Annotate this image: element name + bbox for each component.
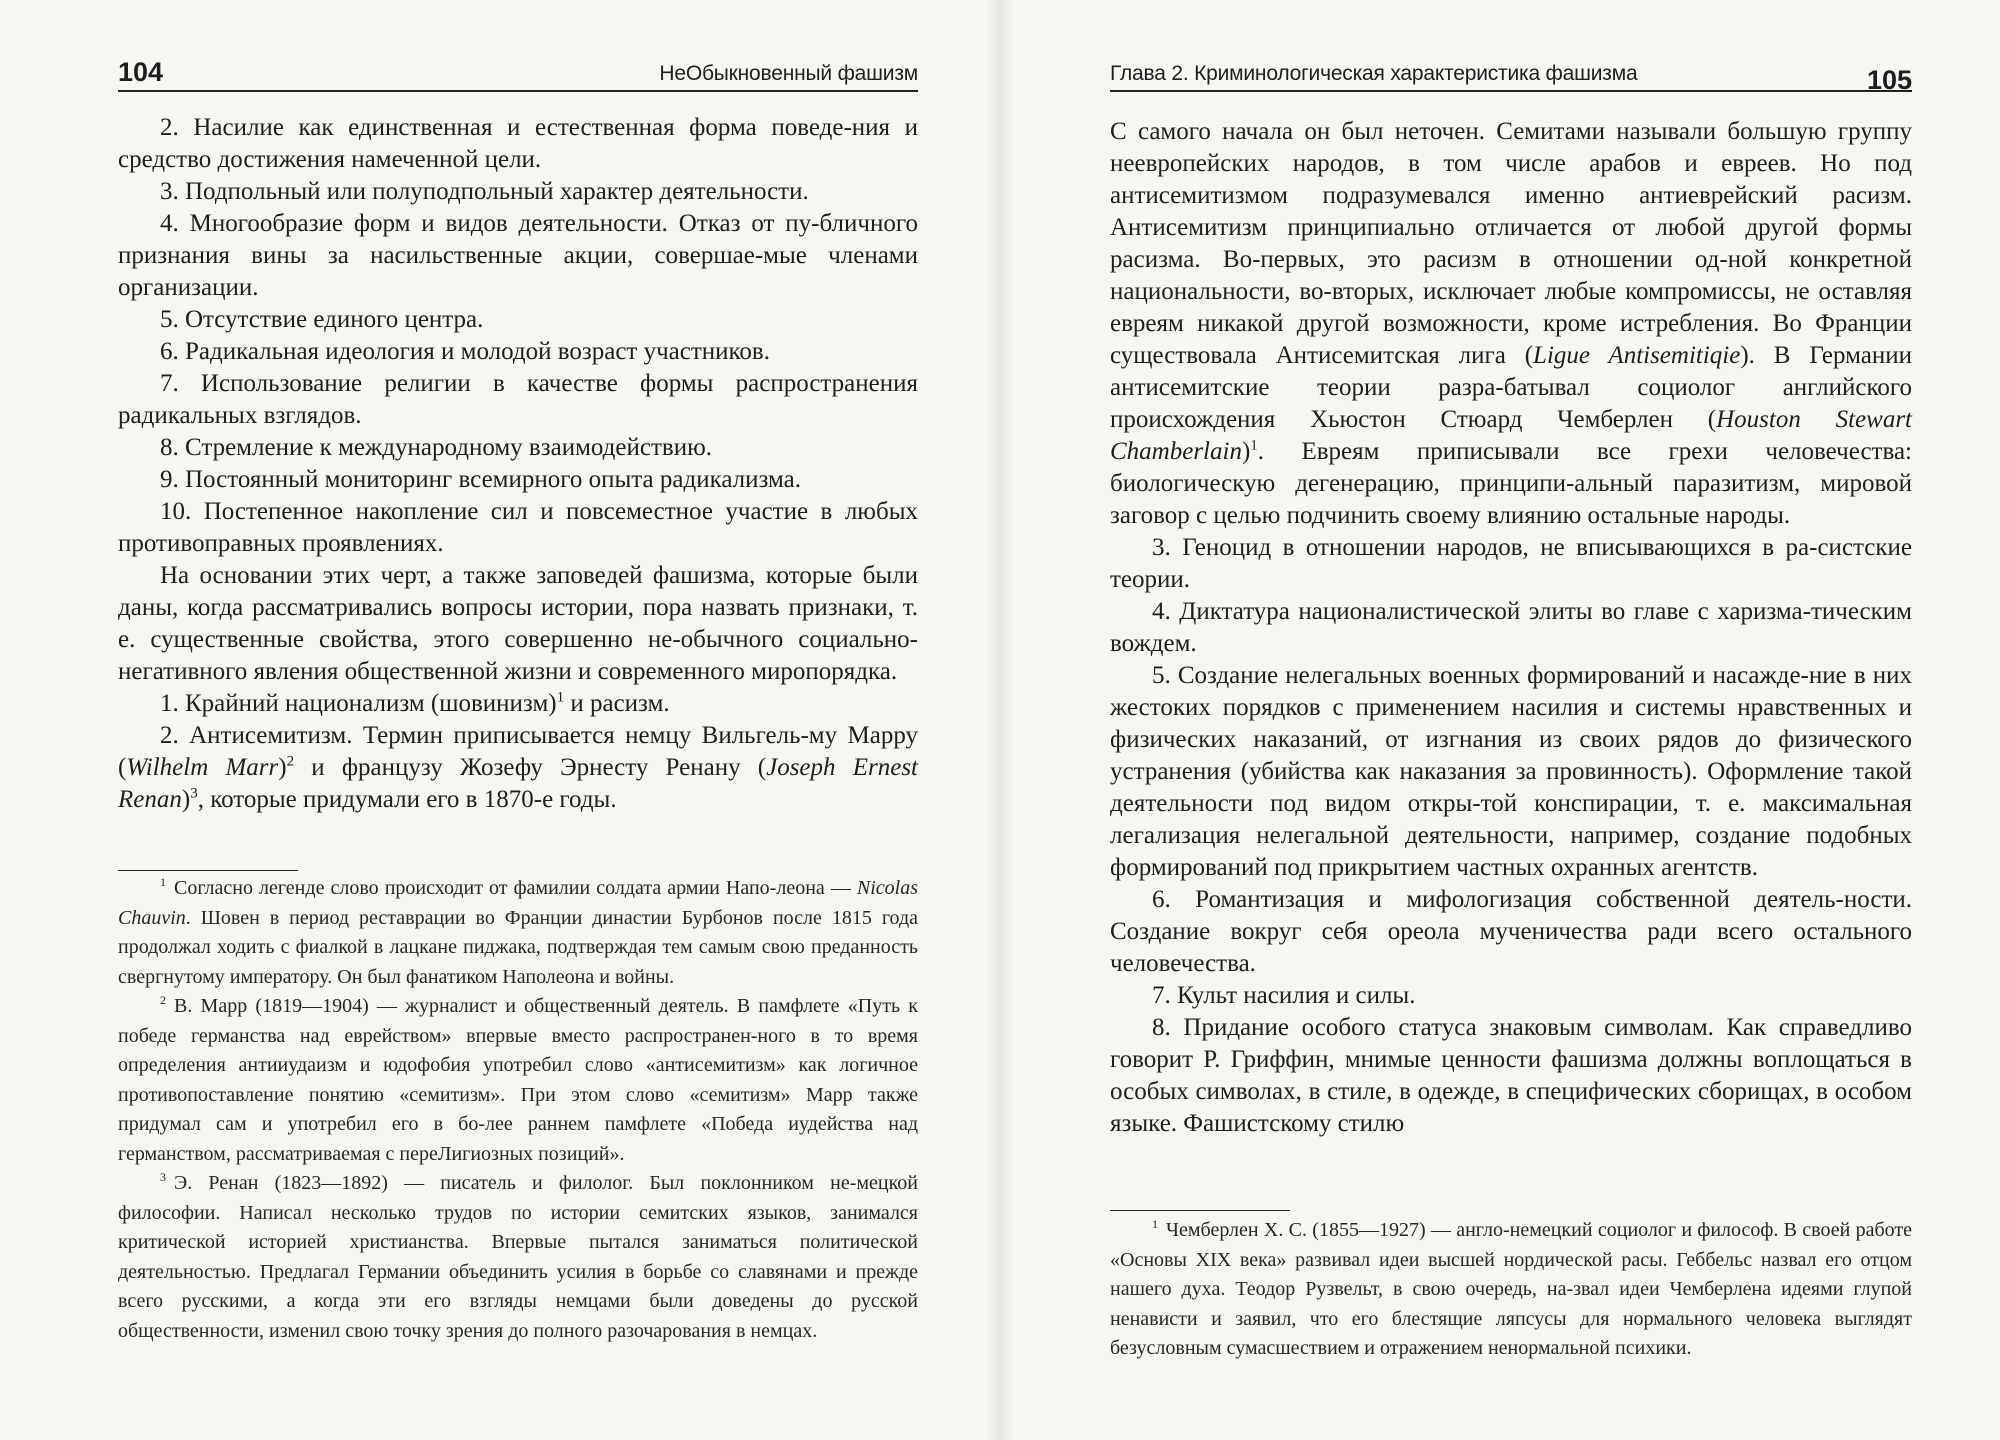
- header-rule: [118, 90, 918, 92]
- header-rule: [1110, 90, 1912, 92]
- footnote-3: $^3$ Э. Ренан (1823—1892) — писатель и филолог. Был поклонником не-мецкой философии. Написал несколько трудов по истории семитских языков, занимался критической историей христианства. Впервые пытался заниматься политической деятельностью. Предлагал Германии объединить усилия в борьбе со славянами и прежде всего русскими, а когда эти его взгляды немцами были доведены до русской общественности, изменил свою точку зрения до полного разочарования в немцах.: [118, 1170, 918, 1342]
- paragraph: 6. Радикальная идеология и молодой возраст участников.: [160, 338, 770, 365]
- right-footnotes: [1110, 1216, 1912, 1364]
- paragraph: На основании этих черт, а также заповедей фашизма, которые были даны, когда рассматривались вопросы истории, пора назвать признаки, т. е. существенные свойства, этого совершенно не-обычного социально-негативного явления общественной жизни и современного миропорядка.: [118, 562, 918, 685]
- paragraph: 8. Придание особого статуса знаковым символам. Как справедливо говорит Р. Гриффин, мнимые ценности фашизма должны воплощаться в особых символах, в стиле, в одежде, в специфических сборищах, в особом языке. Фашистскому стилю: [1110, 1014, 1912, 1137]
- paragraph: 6. Романтизация и мифологизация собственной деятель-ности. Создание вокруг себя ореола мученичества ради всего остального человечества.: [1110, 886, 1912, 977]
- footnote-rule: [118, 870, 298, 871]
- page-number: 105: [1866, 65, 1912, 95]
- paragraph: 3. Геноцид в отношении народов, не вписывающихся в ра-систские теории.: [1110, 534, 1912, 593]
- running-title: Глава 2. Криминологическая характеристика фашизма: [1110, 62, 1638, 85]
- paragraph: 7. Использование религии в качестве формы распространения радикальных взглядов.: [118, 370, 918, 429]
- footnote-rule: [1110, 1210, 1290, 1211]
- paragraph: 4. Многообразие форм и видов деятельности. Отказ от пу-бличного признания вины за насильственные акции, совершае-мые членами организации.: [118, 210, 918, 301]
- paragraph: 5. Создание нелегальных военных формирований и насажде-ние в них жестоких порядков с применением насилия и системы нравственных и физических наказаний, от изгнания из своих рядов до физического устранения (убийства как наказания за провинность). Оформление такой деятельности под видом откры-той конспирации, т. е. максимальная легализация нелегальной деятельности, например, создание подобных формирований под прикрытием частных охранных агентств.: [1110, 662, 1912, 881]
- paragraph: 9. Постоянный мониторинг всемирного опыта радикализма.: [160, 466, 802, 493]
- paragraph: 8. Стремление к международному взаимодействию.: [160, 434, 713, 461]
- paragraph-continued: С самого начала он был неточен. Семитами называли большую группу неевропейских народов, в том числе арабов и евреев. Но под антисемитизмом подразумевался именно антиеврейский расизм. Антисемитизм принципиально отличается от любой другой формы расизма. Во-первых, это расизм в отношении од-ной конкретной национальности, во-вторых, исключает любые компромиссы, не оставляя евреям никакой другой возможности, кроме истребления. Во Франции существовала Антисемитская лига (Ligue Antisemitiqie). В Германии антисемитские теории разра-батывал социолог английского происхождения Хьюстон Стюард Чемберлен (Houston Stewart Chamberlain)$^1$. Евреям приписывали все грехи человечества: биологическую дегенерацию, принципи-альный паразитизм, мировой заговор с целью подчинить своему влиянию остальные народы.: [1110, 118, 1912, 529]
- page-number: 104: [118, 57, 164, 87]
- footnote-ref[interactable]: 1: [556, 689, 565, 706]
- footnote-ref[interactable]: 1: [1250, 437, 1258, 454]
- left-footnotes: [118, 874, 918, 1346]
- right-body-text: [1110, 116, 1912, 1140]
- footnote-ref[interactable]: 3: [190, 785, 198, 802]
- paragraph: 2. Насилие как единственная и естественная форма поведе-ния и средство достижения намеченной цели.: [118, 114, 918, 173]
- footnote-1: $^1$ Чемберлен Х. С. (1855—1927) — англо-немецкий социолог и философ. В своей работе «Основы XIX века» развивал идеи высшей нордической расы. Геббельс назвал его отцом нашего духа. Теодор Рузвельт, в свою очередь, на-звал идеи Чемберлена идеями глупой ненависти и заявил, что его блестящие ляпсусы для нормального человека выглядят безусловным сумасшествием и отражением ненормальной психики.: [1110, 1217, 1912, 1359]
- paragraph: 4. Диктатура националистической элиты во главе с харизма-тическим вождем.: [1110, 598, 1912, 657]
- paragraph: 7. Культ насилия и силы.: [1152, 982, 1416, 1009]
- running-title: НеОбыкновенный фашизм: [659, 62, 918, 85]
- right-page: [1000, 0, 2000, 1440]
- left-running-head: [118, 52, 918, 92]
- paragraph: 5. Отсутствие единого центра.: [160, 306, 484, 333]
- footnote-ref[interactable]: 2: [286, 753, 295, 770]
- paragraph: 3. Подпольный или полуподпольный характер деятельности.: [160, 178, 809, 205]
- paragraph: 10. Постепенное накопление сил и повсеместное участие в любых противоправных проявлениях.: [118, 498, 918, 557]
- right-running-head: [1110, 52, 1912, 95]
- footnote-2: $^2$ В. Марр (1819—1904) — журналист и общественный деятель. В памфлете «Путь к победе германства над еврейством» впервые вместо распространен-ного в то время определения антииудаизм и юдофобия употребил слово «антисемитизм» как логичное противопоставление понятию «семитизм». При этом слово «семитизм» Марр также придумал сам и употребил его в бо-лее раннем памфлете «Победа иудейства над германством, рассматриваемая с переЛигиозных позиций».: [118, 993, 918, 1165]
- footnote-1: $^1$ Согласно легенде слово происходит от фамилии солдата армии Напо-леона — Nicolas Chauvin. Шовен в период реставрации во Франции династии Бурбонов после 1815 года продолжал ходить с фиалкой в лацкане пиджака, подтверждая тем самым свою преданность свергнутому императору. Он был фанатиком Наполеона и войны.: [118, 875, 918, 988]
- paragraph-nationalism: 1. Крайний национализм (шовинизм)$^1$ и расизм.: [160, 689, 670, 717]
- left-body-text: [118, 112, 918, 816]
- paragraph-antisemitism: 2. Антисемитизм. Термин приписывается немцу Вильгель-му Марру (Wilhelm Marr)$^2$ и французу Жозефу Эрнесту Ренану (Joseph Ernest Renan)$^3$, которые придумали его в 1870-е годы.: [118, 722, 918, 813]
